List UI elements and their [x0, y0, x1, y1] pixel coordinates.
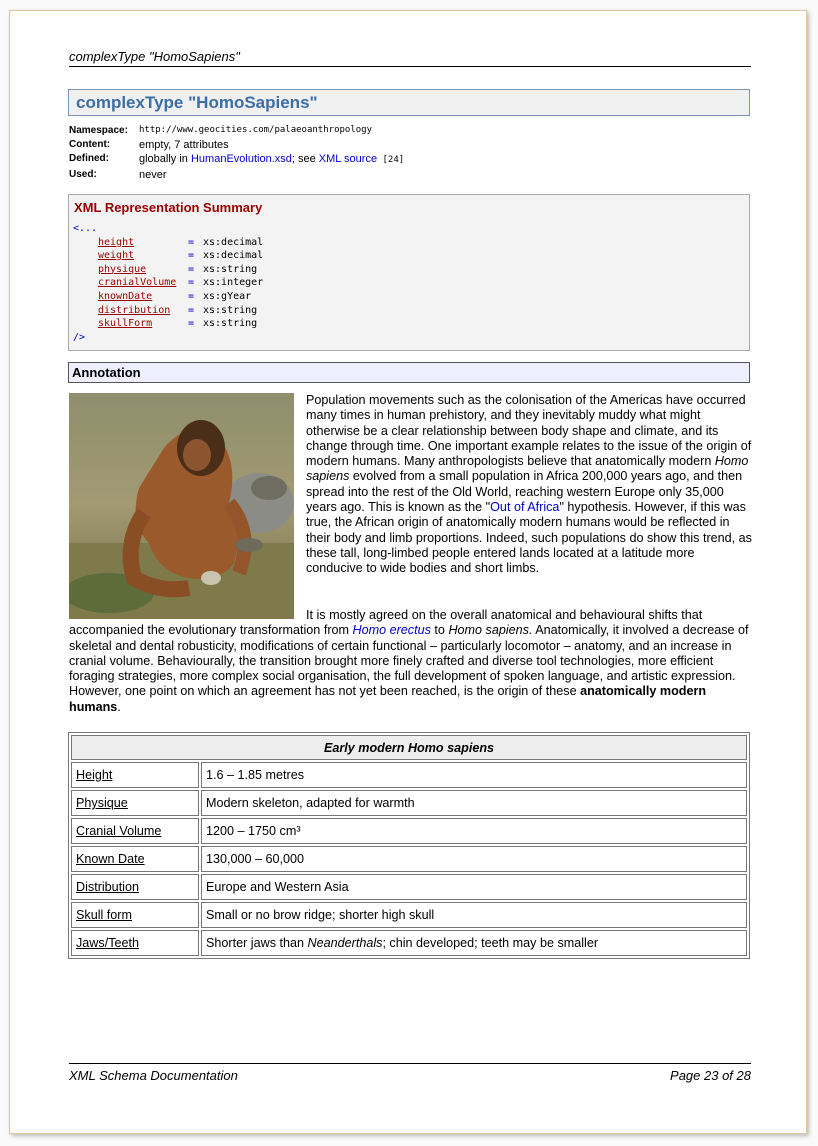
- p1-text-b: evolved from a small population in Africa 200,000 years ago, and then spread into the rest of the Old World, reaching western Europe only 35,000 years ago. This is known as the ": [306, 469, 743, 515]
- table-row-key[interactable]: Distribution: [71, 874, 199, 900]
- document-page: [9, 10, 807, 1134]
- table-row-value: Small or no brow ridge; shorter high skull: [201, 902, 747, 928]
- table-row-key[interactable]: Cranial Volume: [71, 818, 199, 844]
- annotation-heading: [68, 362, 750, 383]
- defined-prefix: globally in: [139, 153, 191, 165]
- page-title-text: complexType "HomoSapiens": [76, 93, 318, 112]
- table-body: [71, 762, 747, 956]
- xml-representation-box: [68, 194, 750, 351]
- xml-attribute-name[interactable]: distribution: [98, 304, 171, 316]
- annotation-heading-text: Annotation: [72, 365, 141, 380]
- used-value: never: [139, 169, 167, 181]
- namespace-label: Namespace:: [69, 125, 128, 136]
- footer-left: XML Schema Documentation: [69, 1068, 238, 1083]
- xml-open-tag: <...: [73, 223, 98, 234]
- xml-code: [73, 222, 264, 344]
- xml-attribute-name[interactable]: weight: [98, 250, 135, 262]
- table-row: [71, 874, 747, 900]
- page-title: [68, 89, 750, 116]
- table-row: [71, 930, 747, 956]
- homo-sapiens-table: [68, 732, 750, 959]
- namespace-value: http://www.geocities.com/palaeoanthropology: [139, 125, 372, 135]
- table-row: [71, 762, 747, 788]
- xml-attribute-row: [73, 317, 258, 331]
- xml-attribute-name[interactable]: physique: [98, 263, 147, 275]
- xml-attribute-list: [73, 236, 264, 331]
- content-label: Content:: [69, 139, 111, 150]
- xml-attribute-equals: =: [188, 236, 195, 248]
- table-row-value: Modern skeleton, adapted for warmth: [201, 790, 747, 816]
- footer-page-number: Page 23 of 28: [670, 1068, 751, 1083]
- xml-close-tag: />: [73, 331, 86, 343]
- p2-text-a: It is mostly agreed on the overall anatomical and behavioural shifts that accompanied the evolutionary transformation from: [69, 608, 703, 638]
- defined-file-link[interactable]: HumanEvolution.xsd: [190, 153, 292, 165]
- p2-text-b: to: [430, 623, 449, 638]
- xml-attribute-name[interactable]: skullForm: [98, 318, 153, 330]
- table-row-value: 1200 – 1750 cm³: [201, 818, 747, 844]
- table-row-value: 130,000 – 60,000: [201, 846, 747, 872]
- table-row-key[interactable]: Skull form: [71, 902, 199, 928]
- xml-representation-title: XML Representation Summary: [74, 200, 263, 215]
- table-row-key[interactable]: Physique: [71, 790, 199, 816]
- content-value: empty, 7 attributes: [139, 139, 229, 151]
- jaws-text-a: Shorter jaws than: [206, 936, 308, 950]
- p1-text-a: Population movements such as the colonisation of the Americas have occurred many times in human prehistory, and they inevitably muddy what might otherwise be a clear relationship between body shape and climate, and its change through time. One important example relates to the issue of the origin of modern humans. Many anthropologists believe that anatomically modern: [306, 393, 752, 469]
- xml-attribute-row: [73, 249, 264, 263]
- table-caption: Early modern Homo sapiens: [71, 735, 747, 760]
- annotation-paragraph-2: [69, 608, 753, 715]
- xml-attribute-equals: =: [188, 263, 195, 275]
- xml-attribute-name[interactable]: height: [98, 236, 135, 248]
- xml-attribute-row: [73, 236, 264, 250]
- annotation-paragraph-1: [306, 393, 752, 577]
- table-row-key[interactable]: Known Date: [71, 846, 199, 872]
- xml-attribute-type: xs:string: [203, 263, 258, 275]
- xml-attribute-equals: =: [188, 318, 195, 330]
- table-row: [71, 846, 747, 872]
- table-row-key[interactable]: Jaws/Teeth: [71, 930, 199, 956]
- xml-attribute-name[interactable]: knownDate: [98, 290, 153, 302]
- table-row-key[interactable]: Height: [71, 762, 199, 788]
- used-label: Used:: [69, 169, 97, 180]
- xml-attribute-type: xs:string: [203, 318, 258, 330]
- p2-text-c: Anatomically, it involved a decrease of skeletal and dental robusticity, modifications of certain functional – particularly locomotor – anatomy, and an increase in cranial volume. Behaviourally, the transition brought more finely crafted and diverse tool technologies, more efficient foraging strategies, more complex social organisation, the full development of spoken language, and artistic expression. However, one point on which an agreement has not yet been reached, is the origin of these: [69, 623, 749, 699]
- p2-bold: anatomically modern humans: [69, 684, 707, 714]
- xml-attribute-type: xs:gYear: [203, 290, 252, 302]
- xml-attribute-row: [73, 276, 264, 290]
- xml-attribute-type: xs:integer: [203, 277, 264, 289]
- xml-attribute-equals: =: [188, 277, 195, 289]
- xml-attribute-type: xs:decimal: [203, 236, 264, 248]
- table-row-value: 1.6 – 1.85 metres: [201, 762, 747, 788]
- p1-text-c: " hypothesis. However, if this was true, the African origin of anatomically modern humans would be reflected in their body and limb proportions. Indeed, such populations do show this trend, as these tall, long-limbed people entered lands located at a latitude more conducive to wide bodies and short limbs.: [306, 500, 752, 576]
- page-header: complexType "HomoSapiens": [69, 49, 751, 67]
- defined-mid: ; see: [291, 153, 319, 165]
- table-row: [71, 902, 747, 928]
- p2-emphasis: Homo sapiens.: [448, 623, 533, 638]
- out-of-africa-link[interactable]: Out of Africa: [490, 500, 560, 515]
- table-row: [71, 790, 747, 816]
- table-row: [71, 818, 747, 844]
- p1-emphasis: Homo sapiens: [306, 454, 749, 484]
- table-row-value: Europe and Western Asia: [201, 874, 747, 900]
- xml-attribute-row: [73, 304, 258, 318]
- xml-attribute-row: [73, 263, 258, 277]
- page-footer: [69, 1063, 751, 1083]
- p2-text-d: .: [117, 699, 121, 714]
- defined-label: Defined:: [69, 153, 109, 164]
- table-row-value: [201, 930, 747, 956]
- homo-erectus-link[interactable]: Homo erectus: [352, 623, 431, 638]
- defined-ref: [24]: [377, 155, 405, 165]
- xml-attribute-equals: =: [188, 290, 195, 302]
- xml-attribute-equals: =: [188, 304, 195, 316]
- xml-source-link[interactable]: XML source: [318, 153, 378, 165]
- xml-attribute-type: xs:decimal: [203, 250, 264, 262]
- xml-attribute-row: [73, 290, 252, 304]
- xml-attribute-equals: =: [188, 250, 195, 262]
- early-human-illustration: [69, 393, 294, 619]
- jaws-text-b: ; chin developed; teeth may be smaller: [382, 936, 599, 950]
- xml-attribute-type: xs:string: [203, 304, 258, 316]
- xml-attribute-name[interactable]: cranialVolume: [98, 277, 177, 289]
- jaws-emphasis: Neanderthals: [307, 936, 383, 950]
